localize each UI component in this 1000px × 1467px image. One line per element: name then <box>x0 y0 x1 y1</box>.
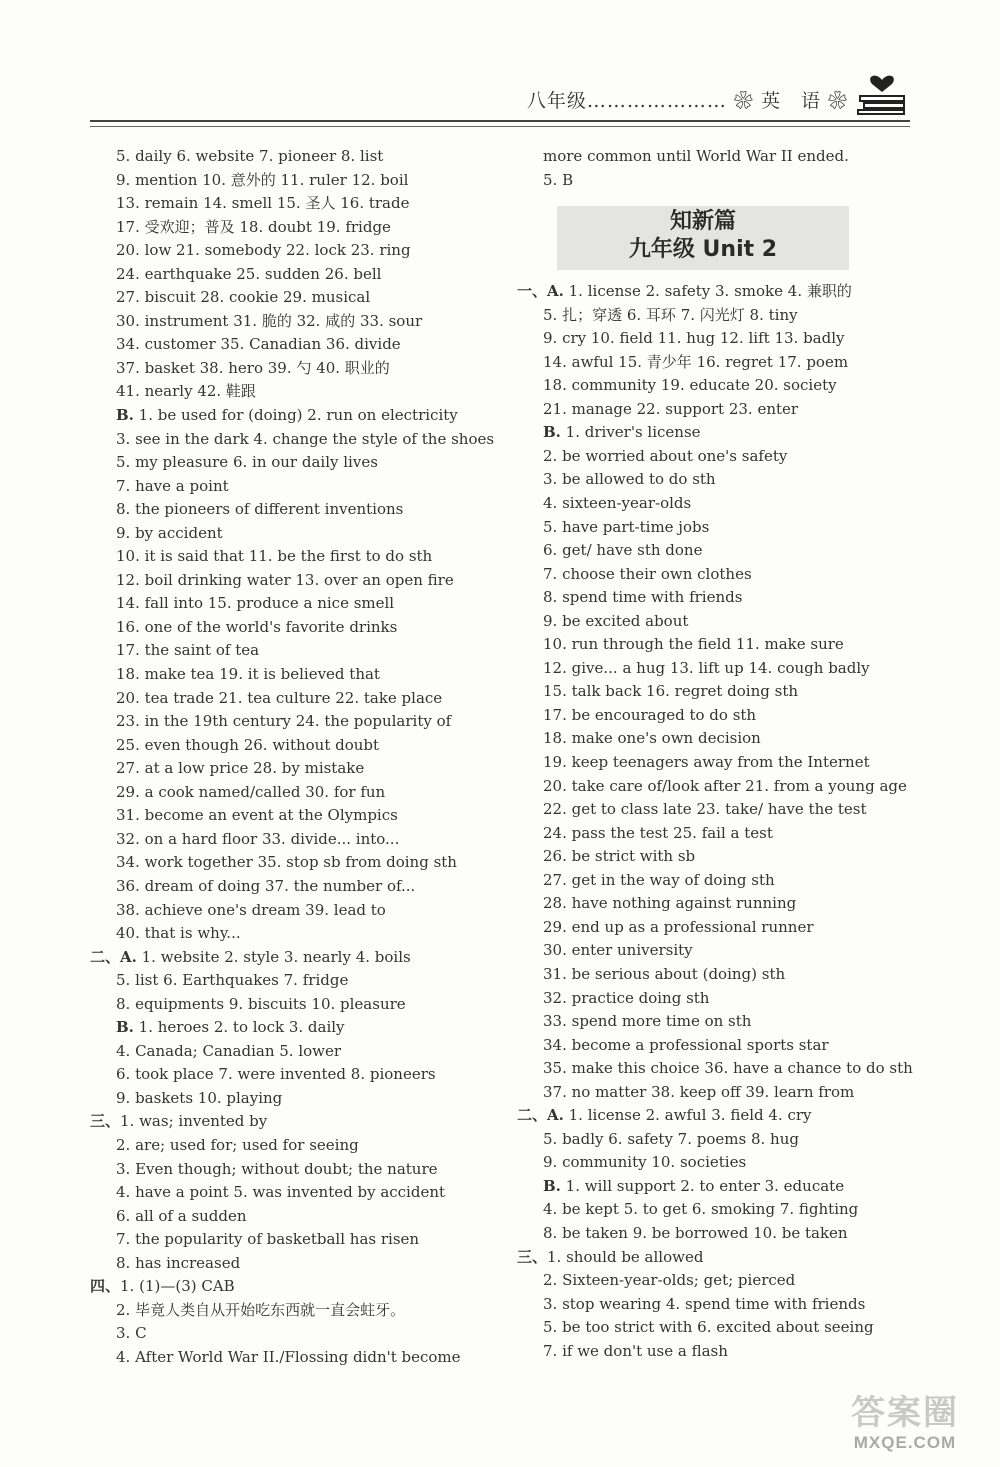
answer-text: 34. customer 35. Canadian 36. divide <box>116 335 401 354</box>
right-column-answers <box>517 280 917 1363</box>
answer-text: 17. the saint of tea <box>116 641 260 660</box>
answer-line <box>90 1016 500 1040</box>
answer-text: 13. remain 14. smell 15. 圣人 16. trade <box>116 194 410 213</box>
answer-line <box>517 892 917 916</box>
answer-line <box>517 869 917 893</box>
answer-text: 2. Sixteen-year-olds; get; pierced <box>543 1271 796 1290</box>
section-title-box <box>557 206 849 270</box>
answer-text: 2. be worried about one's safety <box>543 446 788 465</box>
answer-text: 6. get/ have sth done <box>543 541 703 560</box>
header-rule-thin <box>90 126 910 127</box>
section-marker: B. <box>116 406 134 425</box>
answer-text: 23. in the 19th century 24. the popularity of <box>116 712 452 731</box>
answer-line <box>90 216 500 240</box>
answer-text: 29. end up as a professional runner <box>543 917 814 936</box>
answer-text: 27. biscuit 28. cookie 29. musical <box>116 288 371 307</box>
answer-line <box>90 781 500 805</box>
answer-line <box>517 963 917 987</box>
answer-line <box>517 1151 917 1175</box>
answer-line <box>517 916 917 940</box>
answer-text: 1. website 2. style 3. nearly 4. boils <box>136 947 411 966</box>
answer-text: 5. daily 6. website 7. pioneer 8. list <box>116 147 384 165</box>
answer-line <box>90 757 500 781</box>
answer-text: 4. have a point 5. was invented by accident <box>116 1183 446 1202</box>
answer-line <box>517 563 917 587</box>
answer-text: 4. be kept 5. to get 6. smoking 7. fighting <box>543 1200 859 1219</box>
header-flower-icon-2: ❀ <box>820 90 848 112</box>
answer-line <box>517 727 917 751</box>
answer-line <box>90 1299 500 1323</box>
answer-text: 12. boil drinking water 13. over an open fire <box>116 570 454 589</box>
answer-line <box>517 845 917 869</box>
answer-text: 1. will support 2. to enter 3. educate <box>560 1176 845 1195</box>
answer-text: 40. that is why... <box>116 924 241 943</box>
answer-text: 10. it is said that 11. be the first to do sth <box>116 547 433 566</box>
answer-line <box>517 351 917 375</box>
answer-text: 31. be serious about (doing) sth <box>543 964 786 983</box>
answer-line <box>90 639 500 663</box>
answer-text: 37. no matter 38. keep off 39. learn from <box>543 1082 855 1101</box>
answer-text: 5. my pleasure 6. in our daily lives <box>116 453 378 472</box>
header-subject: 英 语 <box>760 90 821 112</box>
answer-text: 19. keep teenagers away from the Internet <box>543 753 870 772</box>
answer-line <box>90 357 500 381</box>
answer-line <box>517 1316 917 1340</box>
answer-line <box>517 1081 917 1105</box>
answer-text: 14. awful 15. 青少年 16. regret 17. poem <box>543 352 849 371</box>
answer-line <box>517 374 917 398</box>
answer-text: 27. get in the way of doing sth <box>543 870 775 889</box>
answer-text: 33. spend more time on sth <box>543 1012 752 1031</box>
answer-text: 1. should be allowed <box>547 1247 704 1266</box>
section-marker: B. <box>543 1176 561 1195</box>
answer-text: 1. heroes 2. to lock 3. daily <box>133 1018 345 1037</box>
answer-line <box>517 680 917 704</box>
answer-line <box>90 734 500 758</box>
answer-line <box>517 987 917 1011</box>
answer-text: 16. one of the world's favorite drinks <box>116 617 398 636</box>
answer-line <box>517 1057 917 1081</box>
answer-line <box>90 1252 500 1276</box>
answer-line <box>517 1104 917 1128</box>
answer-line <box>90 875 500 899</box>
answer-text: 31. become an event at the Olympics <box>116 806 398 825</box>
answer-line <box>517 169 917 193</box>
section-marker: 四、 <box>90 1277 121 1296</box>
answer-text: 8. the pioneers of different inventions <box>116 500 404 519</box>
answer-text: 35. make this choice 36. have a chance to do sth <box>543 1059 913 1078</box>
answer-line <box>517 1222 917 1246</box>
answer-text: 8. has increased <box>116 1253 241 1272</box>
answer-text: 1. (1)—(3) CAB <box>120 1277 235 1296</box>
answer-line <box>90 922 500 946</box>
answer-text: 9. community 10. societies <box>543 1153 747 1172</box>
answer-line <box>90 899 500 923</box>
answer-line <box>517 1128 917 1152</box>
answer-line <box>90 428 500 452</box>
answer-line <box>517 421 917 445</box>
answer-text: more common until World War II ended. <box>543 147 849 165</box>
answer-line <box>90 710 500 734</box>
answer-text: 1. license 2. awful 3. field 4. cry <box>563 1106 812 1125</box>
answer-line <box>517 492 917 516</box>
answer-text: 8. be taken 9. be borrowed 10. be taken <box>543 1223 848 1242</box>
answer-line <box>90 192 500 216</box>
answer-text: 9. cry 10. field 11. hug 12. lift 13. badly <box>543 329 845 348</box>
answer-line <box>517 633 917 657</box>
answer-text: 2. 毕竟人类自从开始吃东西就一直会蛀牙。 <box>116 1300 406 1319</box>
answer-text: 18. community 19. educate 20. society <box>543 376 837 395</box>
answer-text: 1. was; invented by <box>120 1112 268 1131</box>
answer-line <box>90 1063 500 1087</box>
answer-line <box>517 1269 917 1293</box>
answer-line <box>90 145 500 169</box>
answer-text: 28. have nothing against running <box>543 894 797 913</box>
section-marker: B. <box>116 1018 134 1037</box>
answer-line <box>517 704 917 728</box>
answer-text: 3. Even though; without doubt; the nature <box>116 1159 438 1178</box>
answer-text: 36. dream of doing 37. the number of... <box>116 876 416 895</box>
answer-line <box>90 804 500 828</box>
answer-line <box>90 616 500 640</box>
answer-text: 18. make one's own decision <box>543 729 761 748</box>
answer-text: 9. baskets 10. playing <box>116 1088 283 1107</box>
section-subtitle: 九年级 Unit 2 <box>628 237 778 263</box>
answer-text: 20. take care of/look after 21. from a young age <box>543 776 907 795</box>
answer-line <box>90 687 500 711</box>
answer-text: 7. if we don't use a flash <box>543 1341 728 1360</box>
answer-text: 24. pass the test 25. fail a test <box>543 823 773 842</box>
answer-line <box>517 1293 917 1317</box>
answer-line <box>90 1322 500 1346</box>
answer-line <box>90 404 500 428</box>
answer-line <box>90 569 500 593</box>
section-marker: 二、A. <box>90 947 137 966</box>
answer-line <box>90 969 500 993</box>
answer-text: 4. After World War II./Flossing didn't become <box>116 1347 461 1366</box>
answer-text: 30. enter university <box>543 941 693 960</box>
answer-text: 25. even though 26. without doubt <box>116 735 380 754</box>
answer-text: 26. be strict with sb <box>543 847 696 866</box>
answer-text: 17. 受欢迎；普及 18. doubt 19. fridge <box>116 217 391 236</box>
answer-line <box>90 239 500 263</box>
header-grade: 八年级 <box>526 90 587 112</box>
answer-text: 5. B <box>543 170 574 189</box>
answer-line <box>90 1275 500 1299</box>
answer-line <box>90 286 500 310</box>
answer-line <box>90 263 500 287</box>
answer-text: 37. basket 38. hero 39. 勺 40. 职业的 <box>116 358 390 377</box>
answer-line <box>517 1246 917 1270</box>
section-marker: B. <box>543 423 561 442</box>
answer-line <box>90 380 500 404</box>
answer-text: 3. stop wearing 4. spend time with friends <box>543 1294 866 1313</box>
answer-line <box>90 1158 500 1182</box>
answer-text: 3. C <box>116 1324 147 1343</box>
answer-text: 5. have part-time jobs <box>543 517 710 536</box>
answer-text: 5. badly 6. safety 7. poems 8. hug <box>543 1129 799 1148</box>
answer-text: 12. give... a hug 13. lift up 14. cough badly <box>543 658 870 677</box>
answer-line <box>90 1181 500 1205</box>
answer-text: 17. be encouraged to do sth <box>543 705 757 724</box>
answer-line <box>517 939 917 963</box>
answer-text: 41. nearly 42. 鞋跟 <box>116 382 256 401</box>
section-marker: 三、 <box>517 1247 548 1266</box>
answer-text: 6. all of a sudden <box>116 1206 247 1225</box>
answer-text: 5. 扎；穿透 6. 耳环 7. 闪光灯 8. tiny <box>543 305 798 324</box>
answer-text: 21. manage 22. support 23. enter <box>543 399 799 418</box>
watermark-logo <box>830 1385 980 1457</box>
answer-line <box>517 398 917 422</box>
answer-line <box>517 1340 917 1364</box>
section-marker: 一、A. <box>517 282 564 301</box>
header-label <box>527 86 848 113</box>
answer-text: 14. fall into 15. produce a nice smell <box>116 594 395 613</box>
answer-line <box>90 1134 500 1158</box>
answer-text: 2. are; used for; used for seeing <box>116 1135 359 1154</box>
answer-text: 4. sixteen-year-olds <box>543 494 692 513</box>
answer-line <box>517 304 917 328</box>
answer-text: 29. a cook named/called 30. for fun <box>116 782 386 801</box>
answer-text: 4. Canada; Canadian 5. lower <box>116 1041 342 1060</box>
answer-line <box>517 751 917 775</box>
header-rule <box>90 120 910 122</box>
watermark-url: MXQE.COM <box>853 1433 957 1452</box>
answer-text: 24. earthquake 25. sudden 26. bell <box>116 264 382 283</box>
answer-line <box>90 663 500 687</box>
answer-line <box>90 333 500 357</box>
answer-text: 8. equipments 9. biscuits 10. pleasure <box>116 994 406 1013</box>
answer-text: 7. have a point <box>116 476 229 495</box>
answer-line <box>517 516 917 540</box>
answer-text: 1. license 2. safety 3. smoke 4. 兼职的 <box>563 282 852 301</box>
answer-text: 15. talk back 16. regret doing sth <box>543 682 799 701</box>
answer-line <box>517 145 917 169</box>
left-column <box>90 145 500 1369</box>
answer-text: 20. low 21. somebody 22. lock 23. ring <box>116 241 411 260</box>
answer-line <box>517 539 917 563</box>
answer-line <box>517 327 917 351</box>
answer-line <box>517 1198 917 1222</box>
answer-text: 34. work together 35. stop sb from doing sth <box>116 853 457 872</box>
answer-line <box>90 1346 500 1370</box>
answer-line <box>90 1087 500 1111</box>
answer-line <box>90 545 500 569</box>
section-marker: 三、 <box>90 1112 121 1131</box>
section-marker: 二、A. <box>517 1106 564 1125</box>
answer-text: 10. run through the field 11. make sure <box>543 635 844 654</box>
watermark-chars: 答案圈 <box>851 1393 959 1433</box>
answer-text: 32. practice doing sth <box>543 988 710 1007</box>
answer-line <box>90 310 500 334</box>
answer-line <box>517 775 917 799</box>
answer-text: 6. took place 7. were invented 8. pioneers <box>116 1065 436 1084</box>
answer-line <box>517 468 917 492</box>
books-heart-icon <box>854 66 910 116</box>
header-dots: ………………… <box>586 90 727 112</box>
answer-line <box>517 1175 917 1199</box>
answer-line <box>517 798 917 822</box>
answer-text: 32. on a hard floor 33. divide... into... <box>116 829 400 848</box>
answer-text: 9. by accident <box>116 523 223 542</box>
answer-text: 18. make tea 19. it is believed that <box>116 665 380 684</box>
answer-line <box>90 828 500 852</box>
answer-line <box>517 1010 917 1034</box>
answer-line <box>90 851 500 875</box>
answer-text: 7. choose their own clothes <box>543 564 752 583</box>
answer-line <box>517 1034 917 1058</box>
answer-line <box>90 1228 500 1252</box>
answer-text: 27. at a low price 28. by mistake <box>116 759 365 778</box>
answer-text: 9. mention 10. 意外的 11. ruler 12. boil <box>116 170 409 189</box>
answer-text: 8. spend time with friends <box>543 588 743 607</box>
right-column-continuation <box>517 145 917 192</box>
answer-text: 9. be excited about <box>543 611 689 630</box>
section-title: 知新篇 <box>669 209 736 235</box>
answer-line <box>90 169 500 193</box>
header-flower-icon: ❀ <box>726 90 761 112</box>
answer-line <box>90 498 500 522</box>
answer-line <box>90 451 500 475</box>
answer-text: 1. be used for (doing) 2. run on electricity <box>133 406 458 425</box>
answer-text: 1. driver's license <box>560 423 701 442</box>
answer-line <box>90 946 500 970</box>
answer-line <box>90 1110 500 1134</box>
answer-line <box>90 475 500 499</box>
answer-text: 34. become a professional sports star <box>543 1035 829 1054</box>
answer-line <box>517 586 917 610</box>
answer-text: 30. instrument 31. 脆的 32. 咸的 33. sour <box>116 311 423 330</box>
answer-line <box>90 522 500 546</box>
answer-line <box>517 610 917 634</box>
answer-text: 3. be allowed to do sth <box>543 470 716 489</box>
answer-text: 5. list 6. Earthquakes 7. fridge <box>116 971 349 990</box>
answer-text: 3. see in the dark 4. change the style of the shoes <box>116 429 495 448</box>
answer-line <box>517 445 917 469</box>
answer-line <box>90 1205 500 1229</box>
answer-line <box>90 1040 500 1064</box>
answer-line <box>517 822 917 846</box>
answer-text: 22. get to class late 23. take/ have the test <box>543 800 867 819</box>
answer-text: 38. achieve one's dream 39. lead to <box>116 900 386 919</box>
answer-text: 7. the popularity of basketball has risen <box>116 1230 420 1249</box>
answer-line <box>90 993 500 1017</box>
answer-line <box>517 657 917 681</box>
answer-text: 5. be too strict with 6. excited about seeing <box>543 1318 874 1337</box>
right-column <box>517 145 917 1363</box>
answer-line <box>90 592 500 616</box>
answer-line <box>517 280 917 304</box>
answer-text: 20. tea trade 21. tea culture 22. take place <box>116 688 443 707</box>
